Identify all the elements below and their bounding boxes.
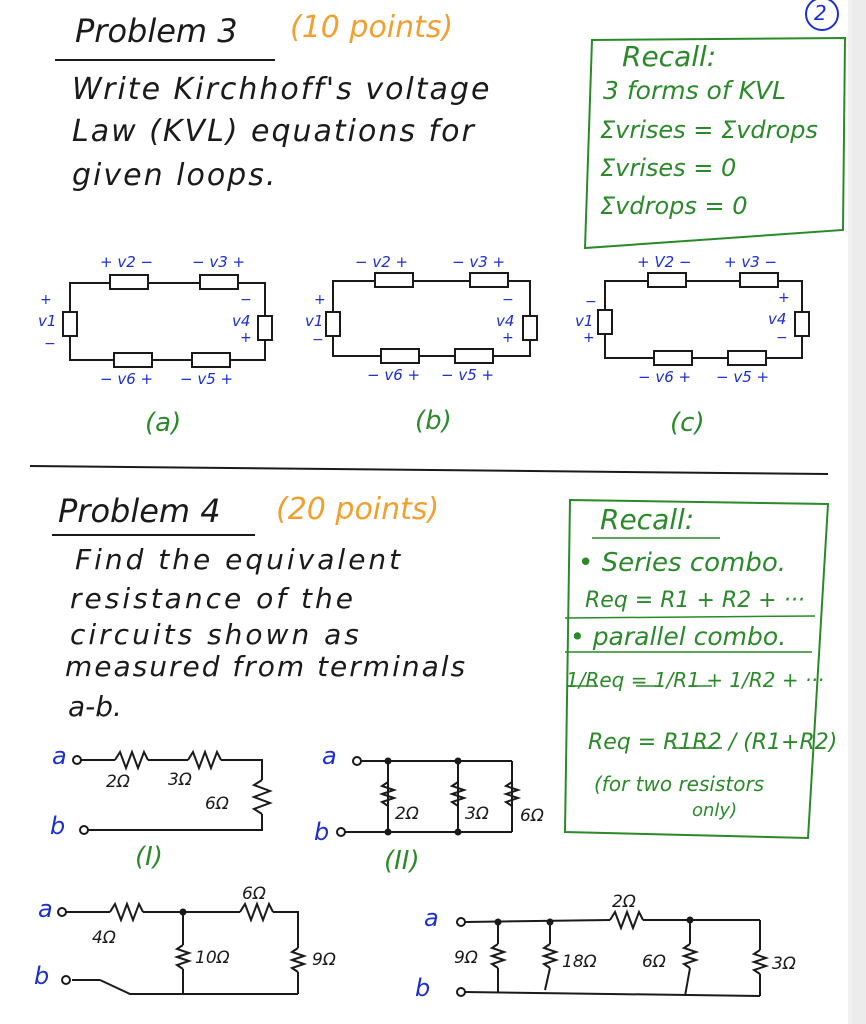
III-terminal-a: a [38, 895, 53, 923]
b-v3-label: − v3 + [452, 253, 506, 271]
p4-recall-parallel-eq: 1/Req = 1/R1 + 1/R2 + ··· [566, 668, 825, 692]
IV-r5-label: 3Ω [772, 954, 796, 974]
problem4-line1: Find the equivalent [75, 543, 404, 576]
IV-r4-label: 6Ω [642, 952, 666, 972]
c-v1-label: v1 [575, 312, 594, 330]
p3-recall-line2: Σvrises = Σvdrops [600, 116, 818, 144]
p4-recall-note2: only) [692, 800, 738, 821]
problem4-line5: a-b. [68, 690, 122, 723]
p4-recall-series: • Series combo. [578, 548, 787, 578]
p4-recall-note1: (for two resistors [594, 772, 765, 796]
b-v1-label: v1 [305, 312, 324, 330]
circuit-IV [457, 912, 766, 996]
scrollbar[interactable] [852, 0, 866, 1024]
III-r2-label: 10Ω [195, 948, 230, 968]
a-v1-bot: − [44, 336, 56, 352]
c-v5-label: − v5 + [716, 368, 770, 386]
b-v4-label: v4 [496, 312, 515, 330]
II-caption: (II) [384, 846, 420, 876]
I-r2-label: 3Ω [168, 770, 192, 790]
problem3-line3: given loops. [72, 158, 278, 193]
a-v6-label: − v6 + [100, 370, 154, 388]
c-v1-bot: + [583, 330, 595, 346]
circuit-I [73, 752, 270, 834]
III-terminal-b: b [34, 962, 50, 990]
p4-recall-two-eq: Req = R1R2 / (R1+R2) [588, 730, 838, 755]
I-r1-label: 2Ω [106, 772, 130, 792]
problem4-line2: resistance of the [70, 582, 356, 615]
p4-recall-title: Recall: [600, 503, 695, 536]
problem3-line2: Law (KVL) equations for [72, 114, 476, 149]
I-caption: (I) [135, 842, 163, 872]
b-v6-label: − v6 + [367, 366, 421, 384]
IV-terminal-a: a [424, 904, 439, 932]
p3-recall-line4: Σvdrops = 0 [600, 192, 748, 220]
a-v4-bot: + [240, 330, 252, 346]
c-v6-label: − v6 + [638, 368, 692, 386]
c-v4-label: v4 [768, 310, 787, 328]
b-v4-top: − [502, 292, 514, 308]
c-v4-bot: − [776, 330, 788, 346]
b-v1-top: + [314, 292, 326, 308]
II-r1-label: 2Ω [395, 804, 419, 824]
p3-recall-line3: Σvrises = 0 [600, 154, 737, 182]
c-v3-label: + v3 − [724, 253, 778, 271]
p4-recall-series-eq: Req = R1 + R2 + ··· [585, 588, 805, 613]
b-v4-bot: + [502, 330, 514, 346]
recall-divider [565, 616, 815, 618]
problem4-line3: circuits shown as [70, 618, 362, 651]
a-v5-label: − v5 + [180, 370, 234, 388]
problem3-line1: Write Kirchhoff's voltage [72, 72, 492, 107]
IV-terminal-b: b [415, 974, 431, 1002]
II-terminal-b: b [314, 818, 330, 846]
I-r3-label: 6Ω [205, 794, 229, 814]
b-v1-bot: − [312, 332, 324, 348]
II-r2-label: 3Ω [465, 804, 489, 824]
problem3-points: (10 points) [290, 10, 454, 45]
a-v4-top: − [240, 292, 252, 308]
circuit-III [58, 904, 304, 994]
I-terminal-a: a [52, 742, 67, 770]
II-r3-label: 6Ω [520, 806, 544, 826]
a-v1-top: + [40, 292, 52, 308]
II-terminal-a: a [322, 742, 337, 770]
circuit-II [337, 757, 518, 836]
I-terminal-b: b [50, 812, 66, 840]
p3-recall-title: Recall: [622, 40, 717, 73]
c-v2-label: + V2 − [637, 253, 692, 271]
problem4-title: Problem 4 [58, 492, 221, 530]
IV-r1-label: 9Ω [454, 948, 478, 968]
b-caption: (b) [415, 406, 452, 436]
a-caption: (a) [145, 408, 182, 438]
c-v1-top: − [585, 294, 597, 310]
section-divider [30, 466, 828, 474]
p3-recall-line1: 3 forms of KVL [603, 76, 787, 105]
a-v2-label: + v2 − [100, 253, 154, 271]
a-v1-label: v1 [38, 312, 57, 330]
problem3-title: Problem 3 [75, 12, 238, 50]
III-r4-label: 9Ω [312, 950, 336, 970]
IV-r3-label: 2Ω [612, 892, 636, 912]
c-v4-top: + [778, 290, 790, 306]
b-v2-label: − v2 + [355, 253, 409, 271]
page-number: 2 [814, 1, 827, 25]
III-r1-label: 4Ω [92, 928, 116, 948]
problem4-points: (20 points) [276, 492, 440, 527]
c-caption: (c) [670, 408, 705, 438]
a-v4-label: v4 [232, 312, 251, 330]
III-r3-label: 6Ω [242, 884, 266, 904]
p4-recall-parallel: • parallel combo. [570, 622, 787, 651]
IV-r2-label: 18Ω [562, 952, 597, 972]
b-v5-label: − v5 + [441, 366, 495, 384]
problem4-line4: measured from terminals [65, 650, 468, 683]
a-v3-label: − v3 + [192, 253, 246, 271]
